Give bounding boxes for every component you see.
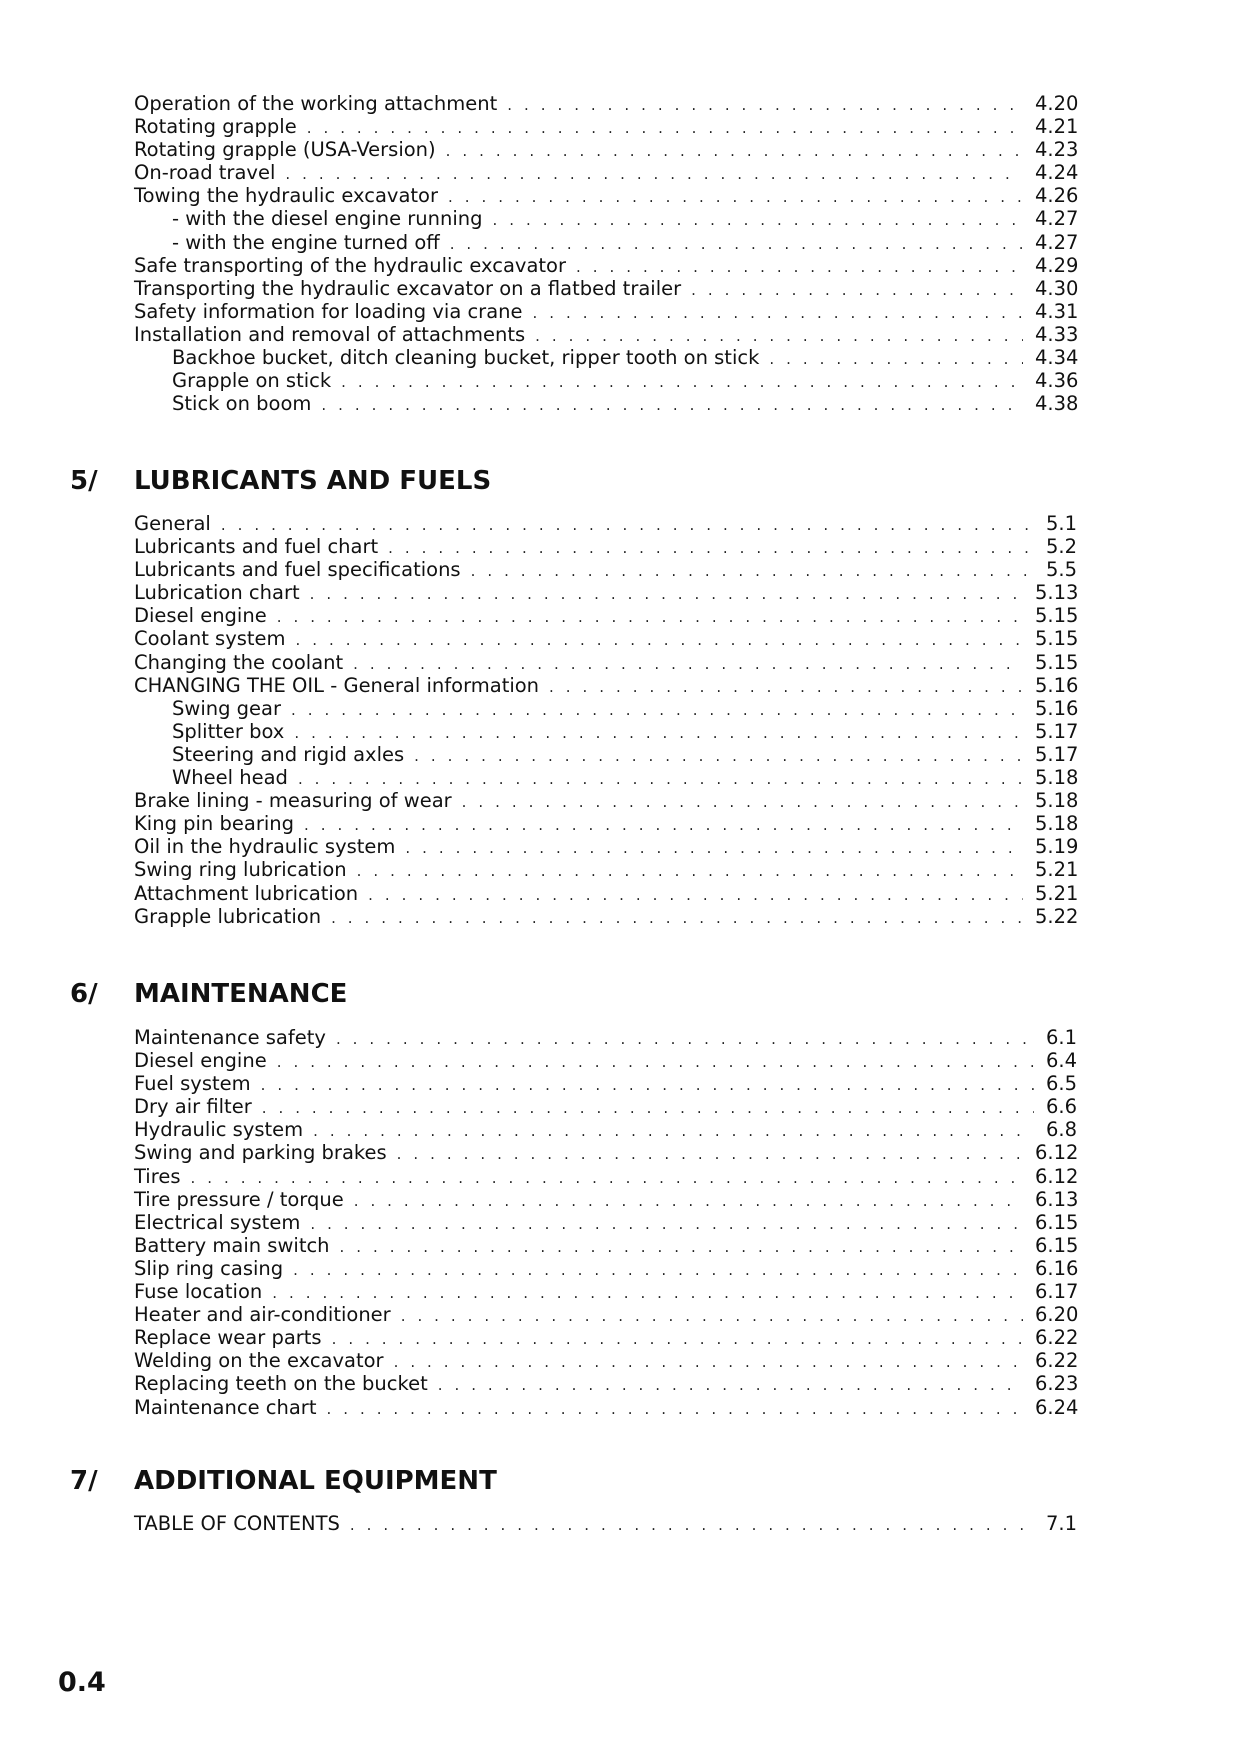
- toc-entry[interactable]: [134, 720, 1077, 743]
- dot-leader: [291, 699, 1023, 722]
- dot-leader: [190, 1167, 1023, 1190]
- toc-entry[interactable]: [134, 1512, 1077, 1535]
- dot-leader: [262, 1097, 1034, 1120]
- toc-entry-title: General: [134, 512, 211, 535]
- toc-entry-title: Diesel engine: [134, 604, 267, 628]
- toc-entry[interactable]: [134, 1188, 1077, 1211]
- toc-entry[interactable]: [134, 1326, 1077, 1349]
- section-number: 5/: [70, 466, 98, 496]
- dot-leader: [313, 1120, 1034, 1143]
- dot-leader: [405, 837, 1023, 860]
- toc-entry-page: 6.15: [1035, 1210, 1079, 1234]
- toc-entry[interactable]: [134, 905, 1077, 928]
- toc-entry[interactable]: [134, 115, 1077, 138]
- section-number: 6/: [70, 979, 98, 1009]
- toc-entry-page: 5.18: [1035, 766, 1079, 790]
- toc-entry[interactable]: [134, 1372, 1077, 1395]
- dot-leader: [307, 117, 1023, 140]
- dot-leader: [394, 1351, 1023, 1374]
- toc-entry-page: 4.27: [1035, 207, 1079, 231]
- section-heading-7: [70, 1466, 970, 1496]
- toc-entry-page: 4.20: [1035, 92, 1079, 115]
- toc-entry-page: 5.18: [1035, 789, 1079, 813]
- toc-entry[interactable]: [134, 138, 1077, 161]
- toc-entry[interactable]: [134, 161, 1077, 184]
- toc-entry-title: Grapple lubrication: [134, 904, 322, 928]
- toc-entry[interactable]: [134, 1049, 1077, 1072]
- toc-entry-title: Installation and removal of attachments: [134, 322, 526, 346]
- toc-entry-page: 6.5: [1045, 1072, 1077, 1096]
- toc-entry[interactable]: [134, 1072, 1077, 1095]
- toc-entry-title: - with the diesel engine running: [172, 207, 483, 231]
- toc-entry-page: 4.36: [1035, 369, 1079, 393]
- toc-entry-page: 5.21: [1035, 858, 1079, 882]
- toc-entry[interactable]: [134, 858, 1077, 881]
- toc-entry-title: Transporting the hydraulic excavator on a flatbed trailer: [134, 276, 682, 300]
- dot-leader: [298, 768, 1023, 791]
- toc-entry-page: 4.26: [1035, 184, 1079, 208]
- toc-entry-title: Rotating grapple: [134, 115, 297, 139]
- dot-leader: [310, 1213, 1023, 1236]
- section-title: LUBRICANTS AND FUELS: [134, 466, 492, 496]
- toc-entry-title: Tire pressure / torque: [134, 1187, 344, 1211]
- toc-entry-page: 5.16: [1035, 673, 1079, 697]
- dot-leader: [332, 1328, 1023, 1351]
- toc-entry[interactable]: [134, 812, 1077, 835]
- toc-section-5: [134, 512, 1077, 928]
- toc-entry[interactable]: [134, 604, 1077, 627]
- toc-entry[interactable]: [134, 1396, 1077, 1419]
- toc-entry-page: 6.23: [1035, 1372, 1079, 1396]
- toc-entry-title: Operation of the working attachment: [134, 92, 498, 115]
- toc-entry[interactable]: [134, 1118, 1077, 1141]
- dot-leader: [401, 1305, 1023, 1328]
- toc-entry[interactable]: [134, 743, 1077, 766]
- toc-section-6: [134, 1026, 1077, 1419]
- toc-entry-page: 5.18: [1035, 812, 1079, 836]
- toc-entry-title: Fuse location: [134, 1280, 263, 1304]
- dot-leader: [326, 1398, 1023, 1421]
- toc-entry-title: Rotating grapple (USA-Version): [134, 138, 436, 162]
- dot-leader: [691, 279, 1023, 302]
- toc-entry-title: Brake lining - measuring of wear: [134, 789, 452, 813]
- dot-leader: [507, 94, 1023, 117]
- dot-leader: [576, 256, 1023, 279]
- toc-entry-page: 6.12: [1035, 1141, 1079, 1165]
- toc-entry[interactable]: [134, 535, 1077, 558]
- dot-leader: [341, 371, 1023, 394]
- toc-entry-page: 4.21: [1035, 115, 1079, 139]
- toc-entry-title: Battery main switch: [134, 1233, 330, 1257]
- section-number: 7/: [70, 1466, 98, 1496]
- toc-entry[interactable]: [134, 184, 1077, 207]
- toc-entry-page: 6.20: [1035, 1303, 1079, 1327]
- toc-entry[interactable]: [134, 1349, 1077, 1372]
- toc-entry-title: CHANGING THE OIL - General information: [134, 673, 540, 697]
- dot-leader: [397, 1143, 1023, 1166]
- toc-entry[interactable]: [134, 835, 1077, 858]
- toc-entry-title: Hydraulic system: [134, 1118, 304, 1142]
- section-title: ADDITIONAL EQUIPMENT: [134, 1466, 497, 1496]
- toc-entry[interactable]: [134, 392, 1077, 415]
- toc-entry-page: 5.22: [1035, 904, 1079, 928]
- section-heading-6: [70, 979, 970, 1009]
- dot-leader: [493, 209, 1023, 232]
- toc-entry-title: Stick on boom: [172, 392, 312, 416]
- toc-entry-page: 6.15: [1035, 1233, 1079, 1257]
- dot-leader: [277, 606, 1023, 629]
- toc-entry-page: 5.1: [1045, 512, 1077, 535]
- toc-entry[interactable]: [134, 369, 1077, 392]
- toc-entry-title: On-road travel: [134, 161, 276, 185]
- toc-entry-title: King pin bearing: [134, 812, 294, 836]
- toc-entry[interactable]: [134, 1026, 1077, 1049]
- dot-leader: [272, 1282, 1023, 1305]
- toc-entry-page: 6.17: [1035, 1280, 1079, 1304]
- toc-entry-page: 7.1: [1045, 1512, 1077, 1535]
- dot-leader: [277, 1051, 1034, 1074]
- toc-entry-title: Backhoe bucket, ditch cleaning bucket, ripper tooth on stick: [172, 346, 760, 370]
- toc-entry[interactable]: [134, 207, 1077, 230]
- toc-entry-title: Splitter box: [172, 719, 285, 743]
- toc-entry-page: 4.33: [1035, 322, 1079, 346]
- toc-entry[interactable]: [134, 1165, 1077, 1188]
- dot-leader: [221, 514, 1034, 537]
- dot-leader: [304, 814, 1023, 837]
- toc-section-4-continued: [134, 92, 1077, 415]
- toc-entry[interactable]: [134, 1211, 1077, 1234]
- toc-entry-title: Electrical system: [134, 1210, 301, 1234]
- dot-leader: [414, 745, 1023, 768]
- toc-entry[interactable]: [134, 92, 1077, 115]
- section-heading-5: [70, 466, 970, 496]
- dot-leader: [285, 163, 1023, 186]
- section-title: MAINTENANCE: [134, 979, 348, 1009]
- dot-leader: [353, 653, 1023, 676]
- toc-entry-page: 5.17: [1035, 719, 1079, 743]
- toc-entry[interactable]: [134, 323, 1077, 346]
- toc-entry[interactable]: [134, 1257, 1077, 1280]
- toc-entry[interactable]: [134, 1234, 1077, 1257]
- dot-leader: [450, 233, 1023, 256]
- toc-entry-title: Maintenance safety: [134, 1026, 326, 1049]
- dot-leader: [388, 537, 1034, 560]
- dot-leader: [350, 1514, 1034, 1537]
- toc-entry-title: Coolant system: [134, 627, 286, 651]
- dot-leader: [357, 860, 1023, 883]
- dot-leader: [340, 1236, 1023, 1259]
- toc-entry-page: 6.13: [1035, 1187, 1079, 1211]
- toc-entry-page: 5.16: [1035, 696, 1079, 720]
- toc-entry[interactable]: [134, 1303, 1077, 1326]
- dot-leader: [438, 1374, 1023, 1397]
- toc-entry-title: Welding on the excavator: [134, 1349, 384, 1373]
- toc-entry[interactable]: [134, 674, 1077, 697]
- toc-entry-title: Replacing teeth on the bucket: [134, 1372, 428, 1396]
- toc-entry-title: Replace wear parts: [134, 1326, 322, 1350]
- toc-entry-title: Towing the hydraulic excavator: [134, 184, 438, 208]
- toc-entry-page: 4.38: [1035, 392, 1079, 416]
- toc-entry[interactable]: [134, 346, 1077, 369]
- toc-entry-page: 6.6: [1045, 1095, 1077, 1119]
- toc-entry-title: Steering and rigid axles: [172, 742, 405, 766]
- toc-entry[interactable]: [134, 254, 1077, 277]
- toc-entry-page: 4.29: [1035, 253, 1079, 277]
- dot-leader: [769, 348, 1023, 371]
- toc-entry-title: TABLE OF CONTENTS: [134, 1512, 340, 1535]
- dot-leader: [446, 140, 1023, 163]
- toc-entry[interactable]: [134, 697, 1077, 720]
- toc-entry[interactable]: [134, 277, 1077, 300]
- toc-entry-title: Lubricants and fuel specifications: [134, 558, 461, 582]
- toc-entry-page: 4.24: [1035, 161, 1079, 185]
- toc-entry-page: 5.2: [1045, 535, 1077, 559]
- toc-entry-page: 6.22: [1035, 1349, 1079, 1373]
- toc-entry-page: 5.19: [1035, 835, 1079, 859]
- toc-entry[interactable]: [134, 1280, 1077, 1303]
- toc-entry-page: 5.15: [1035, 627, 1079, 651]
- toc-entry[interactable]: [134, 766, 1077, 789]
- toc-entry-title: Lubricants and fuel chart: [134, 535, 379, 559]
- toc-entry-title: Swing gear: [172, 696, 282, 720]
- toc-entry-page: 6.8: [1045, 1118, 1077, 1142]
- dot-leader: [261, 1074, 1034, 1097]
- dot-leader: [462, 791, 1023, 814]
- dot-leader: [310, 583, 1023, 606]
- toc-entry-page: 4.23: [1035, 138, 1079, 162]
- toc-entry-title: Dry air filter: [134, 1095, 252, 1119]
- toc-entry-page: 6.24: [1035, 1395, 1079, 1419]
- dot-leader: [368, 884, 1023, 907]
- toc-entry-page: 4.31: [1035, 299, 1079, 323]
- toc-entry[interactable]: [134, 1095, 1077, 1118]
- dot-leader: [293, 1259, 1023, 1282]
- toc-entry-page: 6.12: [1035, 1164, 1079, 1188]
- page-number: 0.4: [58, 1667, 106, 1698]
- dot-leader: [321, 394, 1023, 417]
- toc-entry[interactable]: [134, 789, 1077, 812]
- dot-leader: [448, 186, 1023, 209]
- toc-entry[interactable]: [134, 512, 1077, 535]
- dot-leader: [331, 907, 1023, 930]
- toc-entry-title: Diesel engine: [134, 1049, 267, 1073]
- toc-entry-title: Safety information for loading via crane: [134, 299, 523, 323]
- toc-entry-title: Attachment lubrication: [134, 881, 359, 905]
- toc-entry-page: 6.16: [1035, 1256, 1079, 1280]
- toc-entry-page: 6.1: [1045, 1026, 1077, 1049]
- toc-entry[interactable]: [134, 581, 1077, 604]
- toc-entry[interactable]: [134, 558, 1077, 581]
- toc-entry-page: 4.30: [1035, 276, 1079, 300]
- toc-entry[interactable]: [134, 1141, 1077, 1164]
- dot-leader: [533, 302, 1023, 325]
- toc-section-7: [134, 1512, 1077, 1535]
- toc-entry[interactable]: [134, 627, 1077, 650]
- toc-entry[interactable]: [134, 300, 1077, 323]
- dot-leader: [296, 629, 1023, 652]
- toc-entry-page: 6.4: [1045, 1049, 1077, 1073]
- toc-entry-title: Heater and air-conditioner: [134, 1303, 391, 1327]
- toc-entry-title: Grapple on stick: [172, 369, 332, 393]
- toc-entry[interactable]: [134, 231, 1077, 254]
- toc-entry-title: Safe transporting of the hydraulic excavator: [134, 253, 566, 277]
- dot-leader: [354, 1190, 1023, 1213]
- toc-entry[interactable]: [134, 882, 1077, 905]
- toc-entry-page: 4.34: [1035, 346, 1079, 370]
- toc-entry-title: Oil in the hydraulic system: [134, 835, 396, 859]
- toc-entry-title: Swing and parking brakes: [134, 1141, 387, 1165]
- toc-entry-title: Fuel system: [134, 1072, 251, 1096]
- toc-entry-title: Changing the coolant: [134, 650, 344, 674]
- toc-entry-page: 5.13: [1035, 581, 1079, 605]
- toc-entry-title: Swing ring lubrication: [134, 858, 347, 882]
- toc-entry-title: Wheel head: [172, 766, 288, 790]
- dot-leader: [549, 676, 1023, 699]
- toc-entry-page: 5.15: [1035, 650, 1079, 674]
- dot-leader: [336, 1028, 1034, 1051]
- toc-entry[interactable]: [134, 651, 1077, 674]
- toc-entry-title: Tires: [134, 1164, 181, 1188]
- dot-leader: [471, 560, 1034, 583]
- dot-leader: [535, 325, 1023, 348]
- dot-leader: [294, 722, 1023, 745]
- toc-entry-page: 6.22: [1035, 1326, 1079, 1350]
- toc-entry-page: 5.5: [1045, 558, 1077, 582]
- toc-entry-page: 4.27: [1035, 230, 1079, 254]
- toc-entry-title: Lubrication chart: [134, 581, 300, 605]
- toc-entry-title: Maintenance chart: [134, 1395, 317, 1419]
- toc-entry-page: 5.15: [1035, 604, 1079, 628]
- toc-entry-title: - with the engine turned off: [172, 230, 440, 254]
- toc-entry-page: 5.21: [1035, 881, 1079, 905]
- toc-entry-page: 5.17: [1035, 742, 1079, 766]
- toc-entry-title: Slip ring casing: [134, 1256, 284, 1280]
